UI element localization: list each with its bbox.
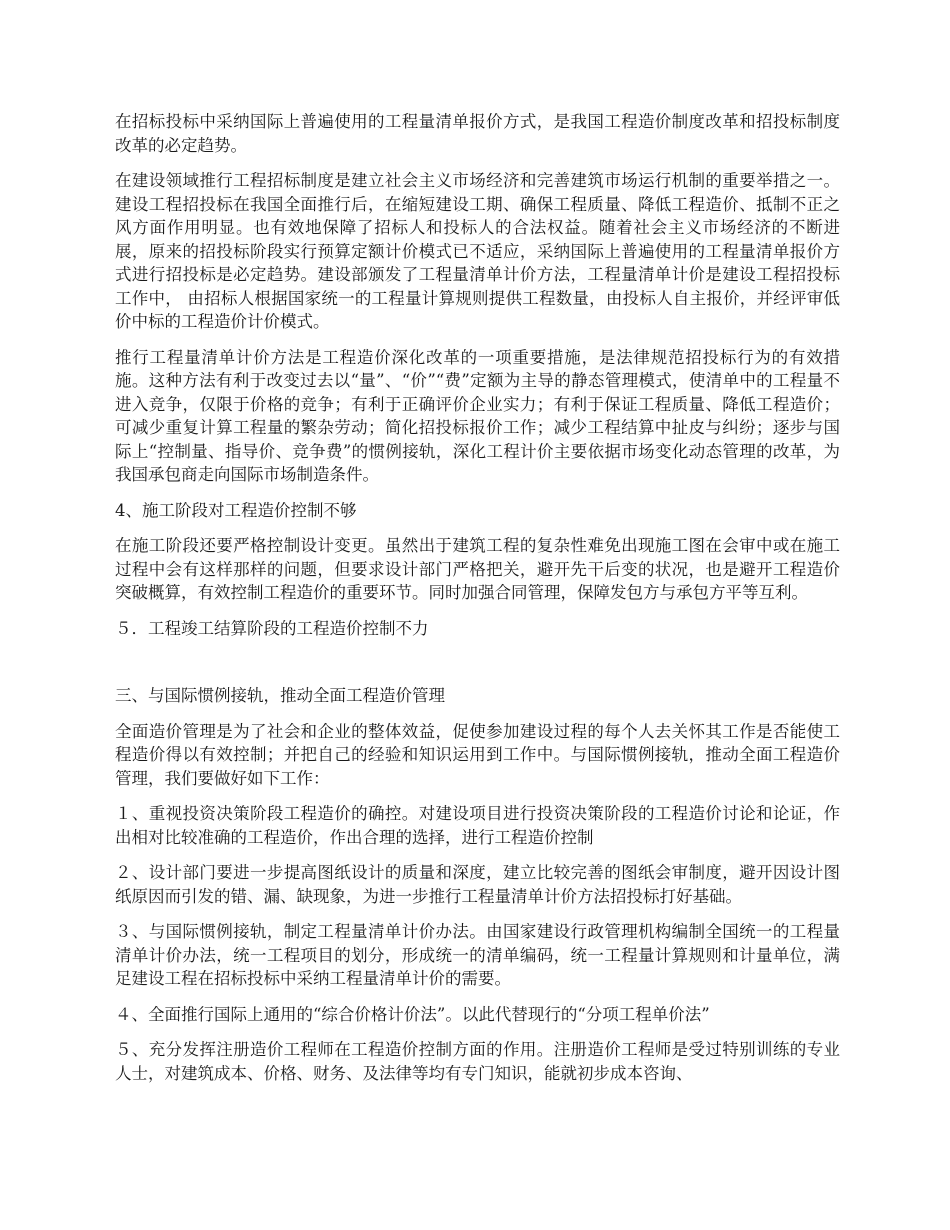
list-item-3: ３、与国际惯例接轨，制定工程量清单计价办法。由国家建设行政管理机构编制全国统一的工程量清单计价办法，统一工程项目的划分，形成统一的清单编码，统一工程量计算规则和计量单位，满足建设工程在招标投标中采纳工程量清单计价的需要。 — [115, 922, 840, 988]
section-heading-5: ５．工程竣工结算阶段的工程造价控制不力 — [115, 618, 429, 638]
paragraph-construction-stage: 在施工阶段还要严格控制设计变更。虽然出于建筑工程的复杂性难免出现施工图在会审中或在施工过程中会有这样那样的问题，但要求设计部门严格把关，避开先干后变的状况，也是避开工程造价突破概算，有效控制工程造价的重要环节。同时加强合同管理，保障发包方与承包方平等互利。 — [115, 536, 840, 602]
list-item-5: ５、充分发挥注册造价工程师在工程造价控制方面的作用。注册造价工程师是受过特别训练的专业人士，对建筑成本、价格、财务、及法律等均有专门知识，能就初步成本咨询、 — [115, 1040, 840, 1083]
paragraph-bidding-system: 在建设领域推行工程招标制度是建立社会主义市场经济和完善建筑市场运行机制的重要举措之一。建设工程招投标在我国全面推行后，在缩短建设工期、确保工程质量、降低工程造价、抵制不正之风方面作用明显。也有效地保障了招标人和投标人的合法权益。随着社会主义市场经济的不断进展，原来的招投标阶段实行预算定额计价模式已不适应，采纳国际上普遍使用的工程量清单报价方式进行招投标是必定趋势。建设部颁发了工程量清单计价方法，工程量清单计价是建设工程招投标工作中， 由招标人根据国家统一的工程量计算规则提供工程数量，由投标人自主报价，并经评审低价中标的工程造价计价模式。 — [115, 171, 840, 331]
paragraph-total-cost-management: 全面造价管理是为了社会和企业的整体效益，促使参加建设过程的每个人去关怀其工作是否能使工程造价得以有效控制；并把自己的经验和知识运用到工作中。与国际惯例接轨，推动全面工程造价管理，我们要做好如下工作： — [115, 721, 840, 788]
paragraph-intro: 在招标投标中采纳国际上普遍使用的工程量清单报价方式，是我国工程造价制度改革和招投标制度改革的必定趋势。 — [115, 112, 840, 155]
list-item-2: ２、设计部门要进一步提高图纸设计的质量和深度，建立比较完善的图纸会审制度，避开因设计图纸原因而引发的错、漏、缺现象，为进一步推行工程量清单计价方法招投标打好基础。 — [115, 863, 840, 906]
section-heading-three: 三、与国际惯例接轨，推动全面工程造价管理 — [115, 686, 445, 705]
list-item-4: ４、全面推行国际上通用的“综合价格计价法”。以此代替现行的“分项工程单价法” — [115, 1004, 710, 1024]
section-heading-4: 4、施工阶段对工程造价控制不够 — [115, 500, 357, 520]
document-body — [115, 110, 840, 1097]
spacer — [115, 652, 840, 684]
paragraph-bill-of-quantities: 推行工程量清单计价方法是工程造价深化改革的一项重要措施，是法律规范招投标行为的有效措施。这种方法有利于改变过去以“量”、“价”“费”定额为主导的静态管理模式，使清单中的工程量不进入竞争，仅限于价格的竞争；有利于正确评价企业实力；有利于保证工程质量、降低工程造价；可减少重复计算工程量的繁杂劳动；简化招投标报价工作；减少工程结算中扯皮与纠纷；逐步与国际上“控制量、指导价、竞争费”的惯例接轨，深化工程计价主要依据市场变化动态管理的改革，为我国承包商走向国际市场制造条件。 — [115, 347, 840, 484]
list-item-1: １、重视投资决策阶段工程造价的确控。对建设项目进行投资决策阶段的工程造价讨论和论证，作出相对比较准确的工程造价，作出合理的选择，进行工程造价控制 — [115, 804, 840, 847]
